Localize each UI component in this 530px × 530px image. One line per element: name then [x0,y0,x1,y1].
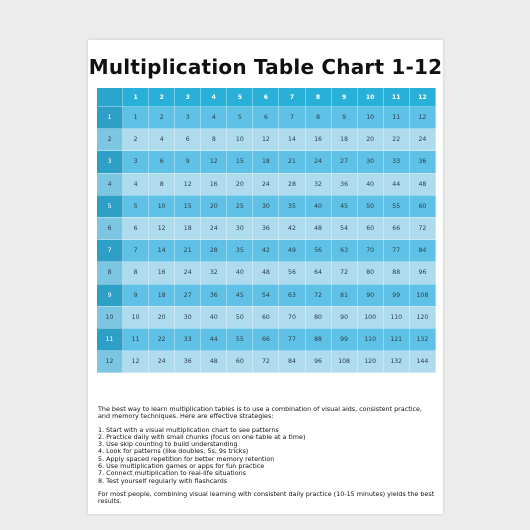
table-cell: 28 [279,173,305,195]
row-label-cell: 12 [97,351,123,373]
table-cell: 72 [331,262,357,284]
table-cell: 48 [305,217,331,239]
column-header-cell: 12 [409,88,435,107]
flyer-page [88,40,443,514]
column-header-cell: 5 [227,88,253,107]
column-header-cell: 4 [201,88,227,107]
table-cell: 8 [305,107,331,129]
table-cell: 108 [409,284,435,306]
table-cell: 28 [201,240,227,262]
table-cell: 44 [201,328,227,350]
table-cell: 54 [331,217,357,239]
table-cell: 24 [305,151,331,173]
table-cell: 2 [149,107,175,129]
strategy-item: 2. Practice daily with small chunks (focus on one table at a time) [98,432,306,441]
strategy-item: 3. Use skip counting to build understanding [98,440,238,449]
table-cell: 24 [149,351,175,373]
table-cell: 16 [201,173,227,195]
table-cell: 24 [175,262,201,284]
column-header-cell: 11 [383,88,409,107]
table-cell: 9 [331,107,357,129]
table-cell: 42 [279,217,305,239]
table-cell: 20 [201,195,227,217]
table-row [97,217,436,239]
strategy-item: 7. Connect multiplication to real-life situations [98,469,247,478]
table-cell: 45 [227,284,253,306]
table-cell: 15 [227,151,253,173]
strategies-text [98,406,436,506]
table-cell: 88 [383,262,409,284]
table-cell: 21 [279,151,305,173]
table-cell: 18 [149,284,175,306]
table-cell: 9 [175,151,201,173]
table-cell: 25 [227,195,253,217]
table-cell: 11 [123,328,149,350]
table-cell: 144 [409,351,435,373]
table-cell: 110 [383,306,409,328]
table-cell: 22 [383,129,409,151]
table-row [97,306,436,328]
table-row [97,351,436,373]
row-label-cell: 4 [97,173,123,195]
table-cell: 60 [227,351,253,373]
table-cell: 108 [331,351,357,373]
table-cell: 8 [123,262,149,284]
column-header-cell: 10 [357,88,383,107]
table-cell: 12 [409,107,435,129]
table-cell: 3 [123,151,149,173]
table-cell: 56 [305,240,331,262]
table-row [97,129,436,151]
table-cell: 70 [279,306,305,328]
table-cell: 55 [383,195,409,217]
table-row [97,240,436,262]
table-row [97,284,436,306]
table-cell: 72 [253,351,279,373]
table-cell: 35 [279,195,305,217]
table-cell: 33 [175,328,201,350]
table-cell: 63 [279,284,305,306]
table-cell: 48 [201,351,227,373]
table-cell: 77 [383,240,409,262]
column-header-cell: 6 [253,88,279,107]
table-cell: 2 [123,129,149,151]
table-cell: 18 [331,129,357,151]
multiplication-table [96,87,436,373]
table-cell: 120 [409,306,435,328]
strategy-item: 1. Start with a visual multiplication chart to see patterns [98,425,279,434]
table-row [97,328,436,350]
table-cell: 4 [149,129,175,151]
table-cell: 54 [253,284,279,306]
column-header-cell: 1 [123,88,149,107]
table-cell: 120 [357,351,383,373]
table-cell: 30 [357,151,383,173]
table-cell: 72 [305,284,331,306]
table-cell: 64 [305,262,331,284]
table-cell: 80 [305,306,331,328]
table-cell: 12 [175,173,201,195]
table-cell: 20 [227,173,253,195]
table-cell: 12 [201,151,227,173]
table-cell: 6 [149,151,175,173]
column-header-cell: 7 [279,88,305,107]
table-cell: 7 [123,240,149,262]
table-cell: 40 [227,262,253,284]
table-cell: 80 [357,262,383,284]
table-cell: 7 [279,107,305,129]
row-label-cell: 11 [97,328,123,350]
table-cell: 3 [175,107,201,129]
table-cell: 36 [201,284,227,306]
table-cell: 45 [331,195,357,217]
table-cell: 12 [253,129,279,151]
table-cell: 36 [409,151,435,173]
table-cell: 10 [149,195,175,217]
table-cell: 5 [123,195,149,217]
row-label-cell: 10 [97,306,123,328]
table-cell: 50 [357,195,383,217]
table-cell: 99 [331,328,357,350]
table-cell: 70 [357,240,383,262]
table-cell: 42 [253,240,279,262]
table-cell: 81 [331,284,357,306]
table-header-row [97,88,436,107]
table-cell: 4 [123,173,149,195]
column-header-cell: 9 [331,88,357,107]
table-cell: 48 [253,262,279,284]
table-cell: 10 [227,129,253,151]
table-cell: 132 [383,351,409,373]
table-cell: 44 [383,173,409,195]
table-cell: 36 [253,217,279,239]
strategy-item: 6. Use multiplication games or apps for fun practice [98,462,265,471]
table-cell: 16 [305,129,331,151]
table-cell: 56 [279,262,305,284]
row-label-cell: 2 [97,129,123,151]
table-cell: 12 [123,351,149,373]
strategy-item: 8. Test yourself regularly with flashcards [98,476,228,485]
table-cell: 16 [149,262,175,284]
table-cell: 66 [253,328,279,350]
table-cell: 55 [227,328,253,350]
row-label-cell: 5 [97,195,123,217]
table-cell: 88 [305,328,331,350]
strategy-list [98,427,436,485]
column-header-cell: 3 [175,88,201,107]
table-cell: 30 [227,217,253,239]
table-cell: 63 [331,240,357,262]
row-label-cell: 3 [97,151,123,173]
table-cell: 90 [331,306,357,328]
table-cell: 72 [409,217,435,239]
table-cell: 40 [201,306,227,328]
table-cell: 49 [279,240,305,262]
table-cell: 27 [175,284,201,306]
table-corner-cell: × [97,88,123,107]
row-label-cell: 1 [97,107,123,129]
row-label-cell: 6 [97,217,123,239]
intro-paragraph: The best way to learn multiplication tables is to use a combination of visual aids, consistent practice, and memory techniques. Here are effective strategies: [98,405,422,421]
table-cell: 36 [331,173,357,195]
table-cell: 84 [409,240,435,262]
table-cell: 32 [305,173,331,195]
table-cell: 90 [357,284,383,306]
table-cell: 60 [409,195,435,217]
table-cell: 20 [357,129,383,151]
table-cell: 5 [227,107,253,129]
strategy-item: 4. Look for patterns (like doubles, 5s, 9s tricks) [98,447,249,456]
table-cell: 15 [175,195,201,217]
table-cell: 60 [253,306,279,328]
table-cell: 40 [357,173,383,195]
table-cell: 84 [279,351,305,373]
table-row [97,195,436,217]
table-cell: 6 [175,129,201,151]
table-cell: 1 [123,107,149,129]
table-cell: 40 [305,195,331,217]
table-cell: 121 [383,328,409,350]
table-cell: 30 [253,195,279,217]
table-row [97,151,436,173]
table-cell: 96 [305,351,331,373]
table-cell: 60 [357,217,383,239]
table-cell: 99 [383,284,409,306]
table-cell: 12 [149,217,175,239]
table-cell: 30 [175,306,201,328]
table-cell: 18 [253,151,279,173]
table-cell: 11 [383,107,409,129]
table-cell: 32 [201,262,227,284]
table-cell: 6 [253,107,279,129]
table-row [97,262,436,284]
strategy-item: 5. Apply spaced repetition for better memory retention [98,454,275,463]
table-cell: 8 [201,129,227,151]
column-header-cell: 8 [305,88,331,107]
table-cell: 100 [357,306,383,328]
table-cell: 110 [357,328,383,350]
table-cell: 35 [227,240,253,262]
table-cell: 21 [175,240,201,262]
table-cell: 8 [149,173,175,195]
table-cell: 132 [409,328,435,350]
table-cell: 50 [227,306,253,328]
table-cell: 22 [149,328,175,350]
table-cell: 48 [409,173,435,195]
conclusion-paragraph: For most people, combining visual learning with consistent daily practice (10-15 minutes) yields the best results. [98,489,435,506]
row-label-cell: 8 [97,262,123,284]
table-cell: 33 [383,151,409,173]
column-header-cell: 2 [149,88,175,107]
table-cell: 66 [383,217,409,239]
row-label-cell: 7 [97,240,123,262]
table-cell: 9 [123,284,149,306]
table-cell: 14 [279,129,305,151]
table-cell: 36 [175,351,201,373]
page-title: Multiplication Table Chart 1-12 [88,55,443,79]
table-cell: 27 [331,151,357,173]
table-cell: 24 [409,129,435,151]
table-cell: 20 [149,306,175,328]
table-cell: 96 [409,262,435,284]
table-cell: 6 [123,217,149,239]
table-row [97,107,436,129]
table-cell: 10 [123,306,149,328]
table-cell: 4 [201,107,227,129]
table-cell: 10 [357,107,383,129]
table-cell: 14 [149,240,175,262]
table-cell: 77 [279,328,305,350]
table-cell: 24 [253,173,279,195]
row-label-cell: 9 [97,284,123,306]
table-row [97,173,436,195]
table-cell: 18 [175,217,201,239]
table-cell: 24 [201,217,227,239]
